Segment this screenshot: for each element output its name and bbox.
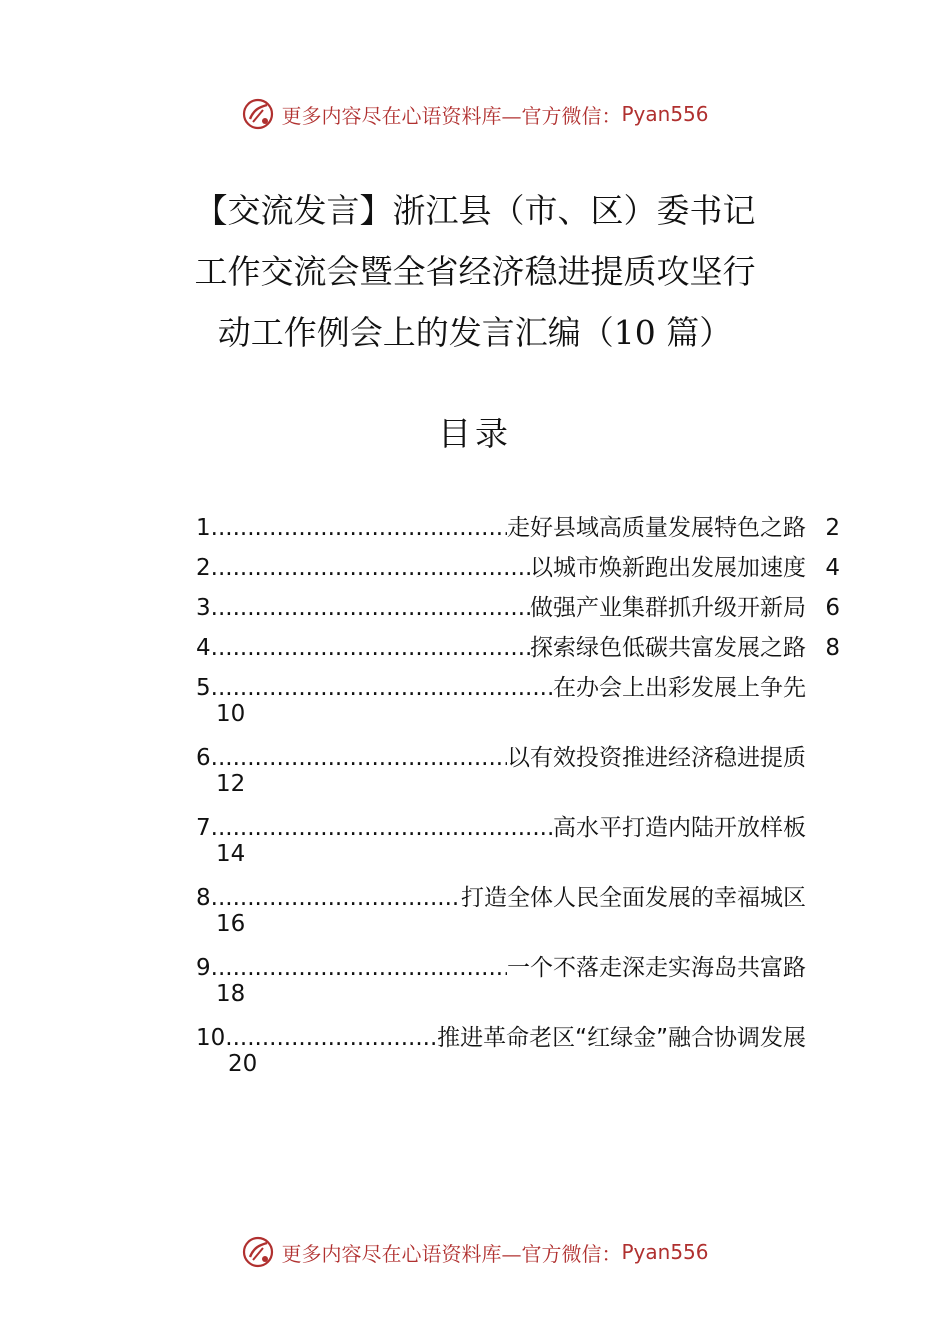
toc-item-title: 做强产业集群抓升级开新局: [530, 595, 806, 621]
toc-heading: 目录: [438, 414, 512, 453]
seal-logo-icon: [241, 97, 275, 131]
toc-item-page: 18: [216, 981, 246, 1007]
toc-item-number: 7: [196, 815, 211, 841]
toc-item-number: 9: [196, 955, 211, 981]
toc-item-7[interactable]: [196, 808, 846, 878]
toc-item-3[interactable]: [196, 588, 846, 628]
toc-item-8[interactable]: [196, 878, 846, 948]
toc-item-number: 4: [196, 635, 211, 661]
toc-leader-dots: [211, 668, 553, 708]
toc-item-title: 高水平打造内陆开放样板: [553, 815, 806, 841]
table-of-contents: [196, 508, 846, 1088]
toc-item-9[interactable]: [196, 948, 846, 1018]
banner-text: 更多内容尽在心语资料库—官方微信：: [281, 1241, 622, 1266]
toc-item-number: 3: [196, 595, 211, 621]
toc-item-5[interactable]: [196, 668, 846, 738]
toc-item-page: 20: [228, 1051, 258, 1077]
toc-item-10[interactable]: [196, 1018, 846, 1088]
toc-leader-dots: [211, 808, 553, 848]
toc-leader-dots: [211, 738, 507, 778]
toc-item-page: 4: [825, 555, 840, 581]
toc-item-title: 打造全体人民全面发展的幸福城区: [461, 885, 806, 911]
title-line-2: 工作交流会暨全省经济稳进提质攻坚行: [194, 252, 756, 291]
toc-item-1[interactable]: [196, 508, 846, 548]
toc-item-number: 10: [196, 1025, 226, 1051]
toc-item-title: 以城市焕新跑出发展加速度: [530, 555, 806, 581]
title-line-3: 动工作例会上的发言汇编（10 篇）: [217, 313, 733, 352]
toc-item-title: 推进革命老区“红绿金”融合协调发展: [437, 1025, 806, 1051]
toc-item-page: 2: [825, 515, 840, 541]
toc-item-page: 14: [216, 841, 246, 867]
toc-item-page: 8: [825, 635, 840, 661]
footer-banner: [0, 1232, 950, 1272]
toc-item-title: 一个不落走深走实海岛共富路: [507, 955, 806, 981]
header-banner: [0, 94, 950, 134]
toc-item-2[interactable]: [196, 548, 846, 588]
toc-leader-dots: [211, 948, 507, 988]
toc-item-number: 2: [196, 555, 211, 581]
toc-item-page: 16: [216, 911, 246, 937]
banner-wechat-id: Pyan556: [621, 1240, 709, 1264]
toc-leader-dots: [211, 588, 530, 628]
toc-item-title: 探索绿色低碳共富发展之路: [530, 635, 806, 661]
toc-item-number: 5: [196, 675, 211, 701]
banner-text: 更多内容尽在心语资料库—官方微信：: [281, 103, 622, 128]
toc-item-6[interactable]: [196, 738, 846, 808]
toc-item-page: 6: [825, 595, 840, 621]
document-title: [0, 180, 950, 363]
toc-item-page: 10: [216, 701, 246, 727]
toc-item-title: 以有效投资推进经济稳进提质: [507, 745, 806, 771]
toc-item-number: 6: [196, 745, 211, 771]
title-line-1: 【交流发言】浙江县（市、区）委书记: [194, 191, 756, 230]
toc-item-title: 在办会上出彩发展上争先: [553, 675, 806, 701]
seal-logo-icon: [241, 1235, 275, 1269]
toc-leader-dots: [211, 878, 461, 918]
toc-item-4[interactable]: [196, 628, 846, 668]
toc-leader-dots: [211, 548, 530, 588]
toc-leader-dots: [211, 508, 507, 548]
banner-wechat-id: Pyan556: [621, 102, 709, 126]
toc-item-number: 1: [196, 515, 211, 541]
toc-item-page: 12: [216, 771, 246, 797]
toc-item-number: 8: [196, 885, 211, 911]
toc-leader-dots: [211, 628, 530, 668]
toc-item-title: 走好县域高质量发展特色之路: [507, 515, 806, 541]
